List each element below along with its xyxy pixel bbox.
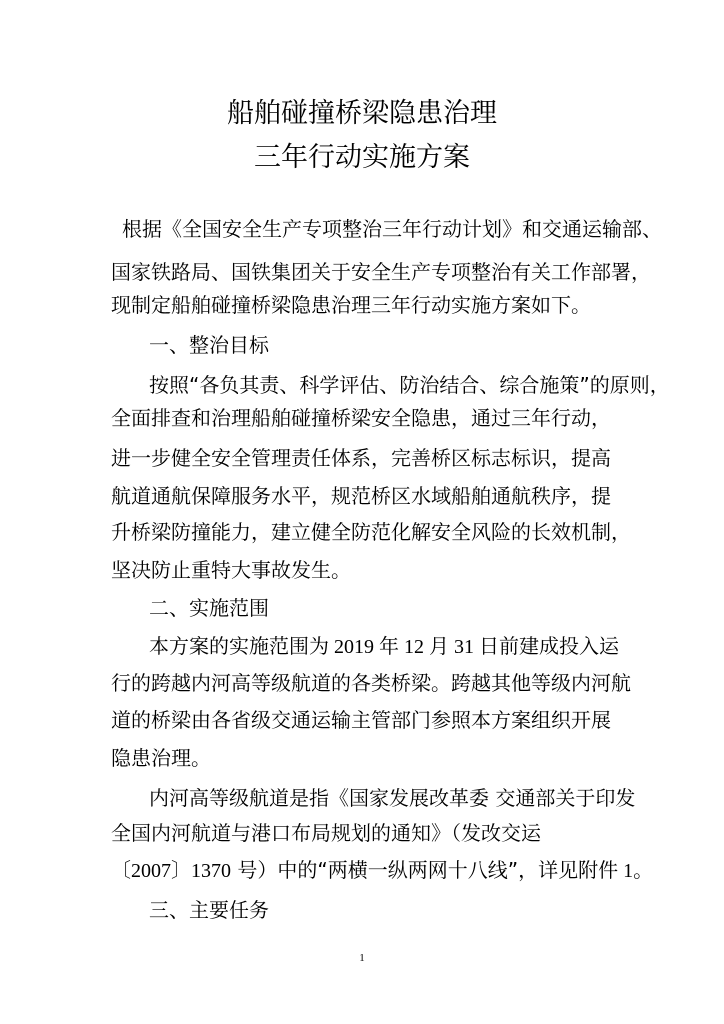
section-1-line-4: 航道通航保障服务水平，规范桥区水域船舶通航秩序，提 xyxy=(111,484,611,508)
section-1-line-6: 坚决防止重特大事故发生。 xyxy=(111,558,351,582)
section-2-para-2-line-3: 〔2007〕1370 号）中的“两横一纵两网十八线”，详见附件 1。 xyxy=(111,858,654,882)
section-2-heading: 二、实施范围 xyxy=(149,596,269,620)
section-2-para-1-line-4: 隐患治理。 xyxy=(111,746,211,770)
section-2-para-2-line-1: 内河高等级航道是指《国家发展改革委 交通部关于印发 xyxy=(149,786,636,810)
section-2-para-1-line-3: 道的桥梁由各省级交通运输主管部门参照本方案组织开展 xyxy=(111,708,611,732)
section-3-heading: 三、主要任务 xyxy=(149,898,269,922)
section-1-heading: 一、整治目标 xyxy=(149,333,269,357)
intro-line-2: 国家铁路局、国铁集团关于安全生产专项整治有关工作部署， xyxy=(111,260,651,284)
page-number: 1 xyxy=(359,952,365,964)
intro-line-3: 现制定船舶碰撞桥梁隐患治理三年行动实施方案如下。 xyxy=(111,293,591,317)
section-2-para-1-line-1: 本方案的实施范围为 2019 年 12 月 31 日前建成投入运 xyxy=(149,634,619,658)
intro-line-1: 根据《全国安全生产专项整治三年行动计划》和交通运输部、 xyxy=(122,217,662,241)
section-1-line-2: 全面排查和治理船舶碰撞桥梁安全隐患，通过三年行动， xyxy=(111,406,611,430)
section-1-line-1: 按照“各负其责、科学评估、防治结合、综合施策”的原则， xyxy=(149,373,670,397)
section-1-line-5: 升桥梁防撞能力，建立健全防范化解安全风险的长效机制， xyxy=(111,520,631,544)
section-2-para-2-line-2: 全国内河航道与港口布局规划的通知》（发改交运 xyxy=(111,821,541,845)
section-1-line-3: 进一步健全安全管理责任体系，完善桥区标志标识，提高 xyxy=(111,446,611,470)
document-title-line-1: 船舶碰撞桥梁隐患治理 xyxy=(227,98,497,129)
section-2-para-1-line-2: 行的跨越内河高等级航道的各类桥梁。跨越其他等级内河航 xyxy=(111,671,631,695)
document-title-line-2: 三年行动实施方案 xyxy=(254,142,470,173)
